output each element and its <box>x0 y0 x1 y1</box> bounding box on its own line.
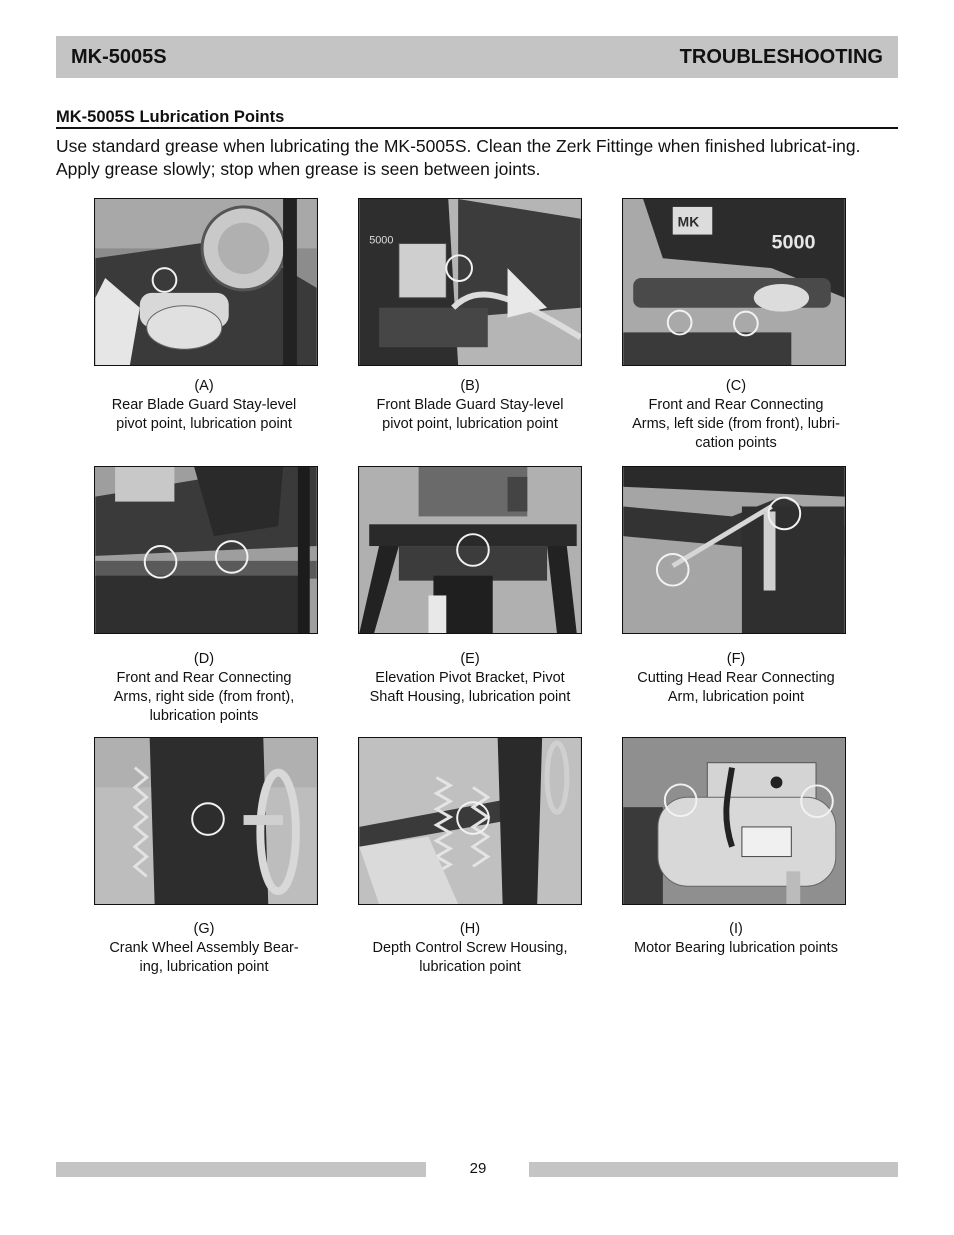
footer-bar-right <box>529 1162 898 1177</box>
photo-h-illustration <box>359 738 581 904</box>
photo-d-illustration <box>95 467 317 633</box>
caption-h: (H) Depth Control Screw Housing, lubrication point <box>372 921 568 975</box>
photo-a-illustration <box>95 199 317 365</box>
svg-text:MK: MK <box>677 213 700 230</box>
caption-i: (I) Motor Bearing lubrication points <box>634 921 838 956</box>
photo-d <box>94 466 318 634</box>
photo-h <box>358 737 582 905</box>
caption-d: (D) Front and Rear Connecting Arms, right side (from front), lubrication points <box>113 651 295 724</box>
svg-text:5000: 5000 <box>771 231 816 254</box>
intro-paragraph: Use standard grease when lubricating the MK-5005S. Clean the Zerk Fittinge when finished lubricat-ing. Apply grease slowly; stop when grease is seen between joints. <box>56 136 861 179</box>
photo-f <box>622 466 846 634</box>
photo-b <box>358 198 582 366</box>
footer-bar-left <box>56 1162 426 1177</box>
page-header <box>56 36 898 78</box>
caption-c: (C) Front and Rear Connecting Arms, left side (from front), lubri- cation points <box>632 378 840 451</box>
model-title: MK-5005S <box>71 45 167 68</box>
caption-b: (B) Front Blade Guard Stay-level pivot point, lubrication point <box>376 378 564 432</box>
photo-g <box>94 737 318 905</box>
caption-f: (F) Cutting Head Rear Connecting Arm, lubrication point <box>637 651 835 705</box>
caption-g: (G) Crank Wheel Assembly Bear- ing, lubrication point <box>109 921 299 975</box>
photo-f-illustration <box>623 467 845 633</box>
photo-e-illustration <box>359 467 581 633</box>
photo-a <box>94 198 318 366</box>
caption-a: (A) Rear Blade Guard Stay-level pivot point, lubrication point <box>111 378 297 432</box>
section-title: MK-5005S Lubrication Points <box>56 108 898 129</box>
page-number: 29 <box>469 1160 487 1177</box>
photo-e <box>358 466 582 634</box>
photo-g-illustration <box>95 738 317 904</box>
photo-c-illustration <box>623 199 845 365</box>
photo-c <box>622 198 846 366</box>
photo-i-illustration <box>623 738 845 904</box>
photo-b-illustration <box>359 199 581 365</box>
caption-e: (E) Elevation Pivot Bracket, Pivot Shaft Housing, lubrication point <box>369 651 571 705</box>
svg-text:5000: 5000 <box>369 234 394 247</box>
section-heading: TROUBLESHOOTING <box>679 45 883 68</box>
photo-i <box>622 737 846 905</box>
